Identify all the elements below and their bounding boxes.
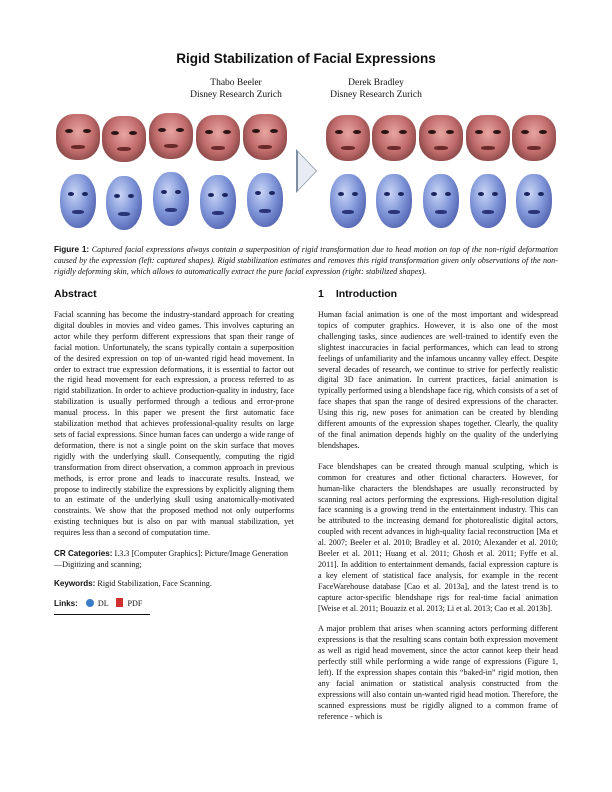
section-title: Introduction: [335, 288, 398, 300]
stabilized-face-photo: [372, 115, 416, 161]
stabilized-face-photo: [419, 115, 463, 161]
captured-face-mesh: [153, 172, 189, 226]
pdf-icon[interactable]: [116, 598, 123, 607]
introduction-column: [318, 288, 558, 733]
captured-face-mesh: [200, 175, 236, 229]
figure-label: Figure 1:: [54, 245, 90, 254]
captured-face-mesh: [60, 174, 96, 228]
captured-face-photo: [243, 114, 287, 160]
stabilized-face-mesh: [376, 174, 412, 228]
captured-face-photo: [196, 115, 240, 161]
dl-link[interactable]: DL: [97, 598, 109, 608]
stabilized-face-mesh: [423, 174, 459, 228]
stabilized-face-photo: [512, 115, 556, 161]
stabilized-face-mesh: [516, 174, 552, 228]
intro-paragraph-1: Human facial animation is one of the most important and widespread topics of computer graphics. However, it is also one of the most challenging tasks, since audiences are well-trained to identify even the slightest inaccuracies in facial performances, which can lead to strong feelings of unfamiliarity and the infamous uncanny valley effect. Despite several decades of research, we continue to strive for perfectly realistic digital 3D face animation. In current practices, facial animation is typically performed using a blendshape face rig, which consists of a set of face shapes that span the range of desired expressions of the character. Using this rig, new poses for animation can be created by blending different amounts of the expression shapes together. Clearly, the quality of the final animation depends highly on the quality of the underlying blendshapes.: [318, 310, 558, 450]
stabilized-face-photo: [466, 115, 510, 161]
captured-face-mesh: [247, 173, 283, 227]
keywords-label: Keywords:: [54, 578, 96, 588]
intro-paragraph-3: A major problem that arises when scanning actors performing different expressions is that the resulting scans contain both expression movement as well as rigid head movement, since the actor cannot keep their head perfectly still while performing a wide range of expressions (Figure 1, left). If the expression shapes contain this “baked-in” rigid motion, then any facial animation or statistical analysis constructed from the expressions will also contain un-wanted rigid head motion. Therefore, the scanned expressions must be rigidly aligned to a common frame of reference - which is: [318, 624, 558, 721]
abstract-heading: Abstract: [54, 288, 97, 300]
captured-face-photo: [149, 113, 193, 159]
stabilized-face-photo: [326, 115, 370, 161]
introduction-heading: [318, 288, 558, 300]
arrow-right-icon-fill: [298, 152, 316, 190]
section-number: 1: [318, 288, 324, 300]
author-name: Thabo Beeler: [210, 78, 262, 88]
acm-dl-icon[interactable]: [86, 599, 94, 607]
figure-1-image: [54, 112, 558, 230]
cr-categories-text: I.3.3 [Computer Graphics]: Picture/Image Generation—Digitizing and scanning;: [54, 549, 289, 569]
footnote-rule: [54, 614, 150, 615]
paper-title: Rigid Stabilization of Facial Expressions: [176, 51, 436, 66]
captured-face-photo: [102, 116, 146, 162]
author-affiliation: Disney Research Zurich: [330, 90, 422, 100]
cr-categories: [54, 549, 294, 571]
intro-paragraph-2: Face blendshapes can be created through manual sculpting, which is common for creatures and other fictional characters. However, for human-like characters the blendshapes are usually reconstructed by scanning real actors performing the expressions. High-resolution digital face scanning is a growing trend in the entertainment industry. This can be attributed to the increasing demand for photorealistic digital actors, coupled with recent advances in high-quality facial reconstruction [Ma et al. 2007; Beeler et al. 2010; Bradley et al. 2010; Alexander et al. 2010; Beeler et al. 2011; Huang et al. 2011; Ghosh et al. 2011; Fyffe et al. 2011]. In addition to entertainment demands, facial expression capture is a key element of statistical face analysis, for example in the recent FaceWarehouse database [Cao et al. 2013a], and the latest trend is to capture actor-specific blendshape rigs for real-time facial animation [Weise et al. 2011; Bouaziz et al. 2013; Li et al. 2013; Cao et al. 2013b].: [318, 461, 558, 613]
figure-1-caption: [54, 244, 558, 277]
pdf-link[interactable]: PDF: [127, 598, 143, 608]
links: [54, 598, 294, 608]
abstract-column: [54, 288, 294, 615]
author-2: [286, 77, 466, 101]
author-affiliation: Disney Research Zurich: [190, 90, 282, 100]
captured-face-mesh: [106, 176, 142, 230]
abstract-text: Facial scanning has become the industry-standard approach for creating digital doubles in movies and video games. This involves capturing an actor while they perform different expressions that span their range of facial motion. Unfortunately, the scans typically contain a superposition of the desired expression on top of un-wanted rigid head movement. In order to extract true expression deformations, it is essential to factor out the rigid head movement for each expression, a process referred to as rigid stabilization. In order to achieve production-quality in industry, face stabilization is usually performed through a tedious and error-prone manual process. In this paper we present the first automatic face stabilization method that achieves professional-quality results on large sets of facial expressions. Since human faces can undergo a wide range of deformation, there is not a single point on the skin surface that moves rigidly with the underlying skull. Consequently, computing the rigid transformation from direct observation, a common approach in previous methods, is error prone and leads to inaccurate results. Instead, we propose to indirectly stabilize the expressions by explicitly aligning them to an estimate of the underlying skull using anatomically-motivated constraints. We show that the proposed method not only outperforms existing techniques but is also on par with manual stabilization, yet requires less than a second of computation time.: [54, 310, 294, 538]
keywords-text: Rigid Stabilization, Face Scanning.: [97, 578, 212, 588]
keywords: [54, 579, 294, 590]
links-label: Links:: [54, 598, 78, 608]
author-name: Derek Bradley: [348, 78, 404, 88]
captured-face-photo: [56, 114, 100, 160]
cr-categories-label: CR Categories:: [54, 549, 113, 559]
stabilized-face-mesh: [470, 174, 506, 228]
figure-caption-text: Captured facial expressions always contain a superposition of rigid transformation due to head motion on top of the non-rigid deformation caused by the expression (left: captured shapes). Rigid stabilization estimates and removes this rigid transformation given only observations of the non-rigidly deforming skin, which allows to automatically extract the pure facial expression (right: stabilized shapes).: [54, 245, 558, 276]
stabilized-face-mesh: [330, 174, 366, 228]
